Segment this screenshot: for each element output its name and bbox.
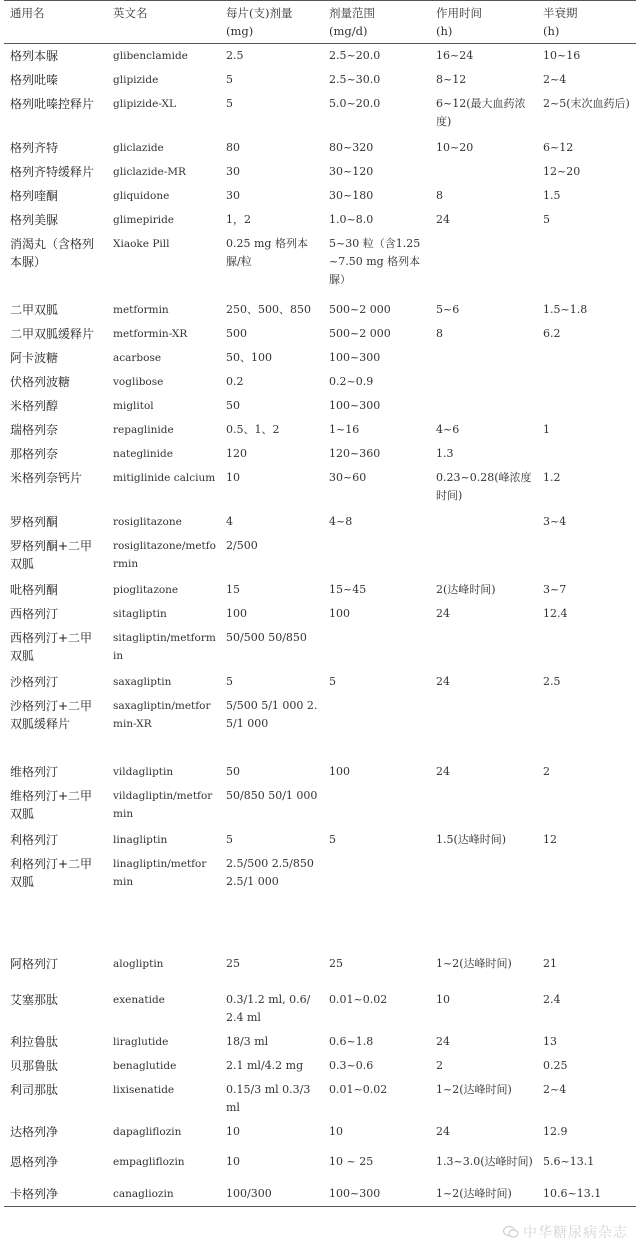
table-header-row [4, 1, 636, 44]
english-name-cell: liraglutide [113, 1036, 169, 1048]
generic-name-cell: 格列吡嗪控释片 [10, 97, 95, 111]
dose-range-cell: 5~30 粒（含1.25~7.50 mg 格列本脲） [329, 237, 421, 286]
action-time-cell [430, 346, 537, 370]
action-time-cell: 24 [436, 1125, 450, 1138]
half-life-cell: 13 [543, 1035, 557, 1048]
english-name-cell: empagliflozin [113, 1156, 185, 1168]
generic-name-cell: 利格列汀 [10, 833, 59, 847]
table-row [4, 784, 636, 828]
half-life-cell: 2.4 [543, 993, 561, 1006]
english-name-cell: acarbose [113, 352, 162, 364]
generic-name-cell: 格列吡嗪 [10, 73, 59, 87]
english-name-cell: vildagliptin/metformin [113, 790, 213, 820]
action-time-cell: 24 [436, 1035, 450, 1048]
half-life-cell [537, 626, 636, 670]
half-life-cell [537, 394, 636, 418]
header-dose: 每片(支)剂量 (mg) [220, 1, 323, 44]
action-time-cell: 1~2(达峰时间) [436, 1187, 512, 1200]
table-row [4, 394, 636, 418]
dose-cell: 2.5 [226, 49, 244, 62]
dose-range-cell: 0.01~0.02 [329, 1083, 388, 1096]
generic-name-cell: 二甲双胍 [10, 303, 59, 317]
dose-cell: 80 [226, 141, 240, 154]
wechat-icon [503, 1225, 519, 1239]
generic-name-cell: 利司那肽 [10, 1083, 59, 1097]
dose-range-cell: 5 [329, 833, 336, 846]
half-life-cell: 1.5 [543, 189, 561, 202]
dose-cell: 50、100 [226, 351, 272, 364]
half-life-cell: 10.6~13.1 [543, 1187, 602, 1200]
dose-cell: 50/850 50/1 000 [226, 789, 318, 802]
generic-name-cell: 米格列醇 [10, 399, 59, 413]
generic-name-cell: 二甲双胍缓释片 [10, 327, 95, 341]
english-name-cell: linagliptin/metformin [113, 858, 207, 888]
generic-name-cell: 利拉鲁肽 [10, 1035, 59, 1049]
table-row [4, 694, 636, 760]
table-row [4, 1150, 636, 1182]
english-name-cell: alogliptin [113, 958, 164, 970]
action-time-cell [430, 232, 537, 298]
dose-range-cell: 100~300 [329, 399, 381, 412]
english-name-cell: exenatide [113, 994, 165, 1006]
dose-range-cell: 1.0~8.0 [329, 213, 374, 226]
generic-name-cell: 瑞格列奈 [10, 423, 59, 437]
dose-range-cell: 0.3~0.6 [329, 1059, 374, 1072]
table-row [4, 442, 636, 466]
english-name-cell: metformin-XR [113, 328, 188, 340]
dose-range-cell: 30~180 [329, 189, 374, 202]
action-time-cell: 24 [436, 607, 450, 620]
table-row [4, 1030, 636, 1054]
dose-cell: 5 [226, 73, 233, 86]
english-name-cell: metformin [113, 304, 169, 316]
half-life-cell: 10~16 [543, 49, 581, 62]
english-name-cell: saxagliptin/metformin-XR [113, 700, 211, 730]
table-row [4, 510, 636, 534]
table-row [4, 160, 636, 184]
dose-cell: 0.15/3 ml 0.3/3 ml [226, 1083, 311, 1114]
dose-range-cell [323, 694, 430, 760]
action-time-cell: 1.5(达峰时间) [436, 833, 507, 846]
action-time-cell: 8 [436, 189, 443, 202]
action-time-cell: 1.3 [436, 447, 454, 460]
english-name-cell: saxagliptin [113, 676, 172, 688]
half-life-cell: 21 [543, 957, 557, 970]
generic-name-cell: 那格列奈 [10, 447, 59, 461]
table-row [4, 534, 636, 578]
action-time-cell: 16~24 [436, 49, 474, 62]
dose-cell: 5 [226, 833, 233, 846]
drug-table-body [4, 44, 636, 1231]
dose-cell: 120 [226, 447, 247, 460]
action-time-cell: 1~2(达峰时间) [436, 957, 512, 970]
dose-cell: 100 [226, 607, 247, 620]
dose-cell: 10 [226, 471, 240, 484]
dose-range-cell: 80~320 [329, 141, 374, 154]
half-life-cell [537, 784, 636, 828]
dose-range-cell: 0.2~0.9 [329, 375, 374, 388]
half-life-cell: 12 [543, 833, 557, 846]
dose-range-cell: 4~8 [329, 515, 353, 528]
dose-cell: 2/500 [226, 539, 258, 552]
english-name-cell: voglibose [113, 376, 164, 388]
dose-cell: 100/300 [226, 1187, 272, 1200]
generic-name-cell: 格列本脲 [10, 49, 59, 63]
table-row [4, 626, 636, 670]
table-row [4, 298, 636, 322]
english-name-cell: glipizide-XL [113, 98, 176, 110]
generic-name-cell: 格列齐特缓释片 [10, 165, 95, 179]
table-row [4, 670, 636, 694]
action-time-cell: 24 [436, 213, 450, 226]
dose-cell: 10 [226, 1125, 240, 1138]
dose-range-cell: 10 ~ 25 [329, 1155, 374, 1168]
header-half-life: 半衰期 (h) [537, 1, 636, 44]
dose-cell: 0.5、1、2 [226, 423, 280, 436]
table-row [4, 44, 636, 69]
dose-cell: 1，2 [226, 213, 251, 226]
half-life-cell: 3~4 [543, 515, 567, 528]
table-row [4, 828, 636, 852]
half-life-cell: 12.9 [543, 1125, 568, 1138]
action-time-cell [430, 160, 537, 184]
dose-range-cell: 100~300 [329, 1187, 381, 1200]
dose-range-cell: 25 [329, 957, 343, 970]
action-time-cell: 1.3~3.0(达峰时间) [436, 1155, 533, 1168]
english-name-cell: miglitol [113, 400, 154, 412]
half-life-cell: 0.25 [543, 1059, 568, 1072]
action-time-cell [430, 852, 537, 952]
generic-name-cell: 阿卡波糖 [10, 351, 59, 365]
generic-name-cell: 贝那鲁肽 [10, 1059, 59, 1073]
dose-cell: 25 [226, 957, 240, 970]
dose-range-cell [323, 852, 430, 952]
table-row [4, 232, 636, 298]
half-life-cell: 6~12 [543, 141, 574, 154]
half-life-cell [537, 370, 636, 394]
action-time-cell: 2(达峰时间) [436, 583, 496, 596]
dose-range-cell [323, 534, 430, 578]
table-row [4, 1078, 636, 1120]
generic-name-cell: 恩格列净 [10, 1155, 59, 1169]
generic-name-cell: 维格列汀 [10, 765, 59, 779]
action-time-cell: 10~20 [436, 141, 474, 154]
half-life-cell: 6.2 [543, 327, 561, 340]
dose-cell: 30 [226, 165, 240, 178]
english-name-cell: repaglinide [113, 424, 174, 436]
dose-cell: 10 [226, 1155, 240, 1168]
half-life-cell: 12.4 [543, 607, 568, 620]
english-name-cell: gliclazide [113, 142, 164, 154]
dose-cell: 5/500 5/1 000 2.5/1 000 [226, 699, 318, 730]
table-row [4, 370, 636, 394]
generic-name-cell: 米格列奈钙片 [10, 471, 83, 485]
dose-range-cell: 500~2 000 [329, 327, 391, 340]
english-name-cell: canagliozin [113, 1188, 174, 1200]
half-life-cell [537, 694, 636, 760]
english-name-cell: gliclazide-MR [113, 166, 186, 178]
generic-name-cell: 维格列汀+二甲双胍 [10, 789, 93, 821]
english-name-cell: vildagliptin [113, 766, 174, 778]
table-row [4, 418, 636, 442]
dose-range-cell: 100 [329, 607, 350, 620]
half-life-cell: 1.2 [543, 471, 561, 484]
dose-cell: 250、500、850 [226, 303, 311, 316]
dose-cell: 0.2 [226, 375, 244, 388]
half-life-cell: 1.5~1.8 [543, 303, 588, 316]
table-row [4, 760, 636, 784]
generic-name-cell: 格列美脲 [10, 213, 59, 227]
action-time-cell: 8 [436, 327, 443, 340]
generic-name-cell: 沙格列汀+二甲双胍缓释片 [10, 699, 93, 731]
english-name-cell: linagliptin [113, 834, 168, 846]
action-time-cell [430, 394, 537, 418]
generic-name-cell: 利格列汀+二甲双胍 [10, 857, 93, 889]
half-life-cell: 1 [543, 423, 550, 436]
english-name-cell: lixisenatide [113, 1084, 175, 1096]
english-name-cell: mitiglinide calcium [113, 472, 216, 484]
table-row [4, 578, 636, 602]
half-life-cell: 3~7 [543, 583, 567, 596]
action-time-cell: 5~6 [436, 303, 460, 316]
generic-name-cell: 罗格列酮+二甲双胍 [10, 539, 93, 571]
dose-range-cell: 0.01~0.02 [329, 993, 388, 1006]
generic-name-cell: 达格列净 [10, 1125, 59, 1139]
dose-cell: 2.5/500 2.5/850 2.5/1 000 [226, 857, 314, 888]
dose-cell: 18/3 ml [226, 1035, 269, 1048]
action-time-cell: 6~12(最大血药浓度) [436, 97, 526, 128]
dose-range-cell: 0.6~1.8 [329, 1035, 374, 1048]
table-row [4, 466, 636, 510]
table-row [4, 1054, 636, 1078]
english-name-cell: Xiaoke Pill [113, 238, 170, 250]
english-name-cell: sitagliptin [113, 608, 167, 620]
table-row [4, 1120, 636, 1150]
action-time-cell: 24 [436, 675, 450, 688]
generic-name-cell: 沙格列汀 [10, 675, 59, 689]
table-row [4, 988, 636, 1030]
action-time-cell [430, 784, 537, 828]
half-life-cell: 2.5 [543, 675, 561, 688]
half-life-cell [537, 346, 636, 370]
generic-name-cell: 伏格列波糖 [10, 375, 71, 389]
generic-name-cell: 卡格列净 [10, 1187, 59, 1201]
action-time-cell: 0.23~0.28(峰浓度时间) [436, 471, 532, 502]
table-row [4, 346, 636, 370]
watermark-text: 中华糖尿病杂志 [523, 1225, 628, 1241]
dose-range-cell: 30~120 [329, 165, 374, 178]
dose-range-cell: 10 [329, 1125, 343, 1138]
half-life-cell [537, 442, 636, 466]
generic-name-cell: 阿格列汀 [10, 957, 59, 971]
generic-name-cell: 格列喹酮 [10, 189, 59, 203]
drug-table [4, 0, 636, 1230]
action-time-cell [430, 626, 537, 670]
half-life-cell [537, 852, 636, 952]
half-life-cell: 2 [543, 765, 550, 778]
generic-name-cell: 西格列汀+二甲双胍 [10, 631, 93, 663]
english-name-cell: benaglutide [113, 1060, 177, 1072]
dose-cell: 4 [226, 515, 233, 528]
dose-range-cell: 120~360 [329, 447, 381, 460]
half-life-cell [537, 534, 636, 578]
half-life-cell: 12~20 [543, 165, 581, 178]
table-row [4, 852, 636, 952]
dose-cell: 50/500 50/850 [226, 631, 307, 644]
english-name-cell: gliquidone [113, 190, 170, 202]
half-life-cell: 2~4 [543, 1083, 567, 1096]
english-name-cell: nateglinide [113, 448, 173, 460]
dose-range-cell [323, 784, 430, 828]
action-time-cell [430, 694, 537, 760]
generic-name-cell: 格列齐特 [10, 141, 59, 155]
dose-cell: 0.25 mg 格列本脲/粒 [226, 237, 308, 268]
header-generic-name: 通用名 [4, 1, 107, 44]
dose-cell: 2.1 ml/4.2 mg [226, 1059, 304, 1072]
dose-cell: 50 [226, 765, 240, 778]
watermark [503, 1222, 628, 1242]
table-row [4, 136, 636, 160]
action-time-cell: 1~2(达峰时间) [436, 1083, 512, 1096]
english-name-cell: glibenclamide [113, 50, 188, 62]
dose-cell: 5 [226, 97, 233, 110]
dose-range-cell: 1~16 [329, 423, 360, 436]
dose-cell: 0.3/1.2 ml, 0.6/2.4 ml [226, 993, 311, 1024]
half-life-cell: 5.6~13.1 [543, 1155, 595, 1168]
table-row [4, 92, 636, 136]
dose-cell: 500 [226, 327, 247, 340]
english-name-cell: rosiglitazone [113, 516, 182, 528]
dose-range-cell: 15~45 [329, 583, 367, 596]
action-time-cell: 10 [436, 993, 450, 1006]
half-life-cell: 2~5(末次血药后) [543, 97, 630, 110]
dose-range-cell: 100 [329, 765, 350, 778]
english-name-cell: sitagliptin/metformin [113, 632, 216, 662]
table-row [4, 952, 636, 988]
dose-range-cell: 30~60 [329, 471, 367, 484]
action-time-cell: 4~6 [436, 423, 460, 436]
table-row [4, 68, 636, 92]
generic-name-cell: 吡格列酮 [10, 583, 59, 597]
english-name-cell: glimepiride [113, 214, 175, 226]
dose-cell: 15 [226, 583, 240, 596]
action-time-cell: 24 [436, 765, 450, 778]
header-english-name: 英文名 [107, 1, 220, 44]
half-life-cell: 2~4 [543, 73, 567, 86]
dose-range-cell: 5 [329, 675, 336, 688]
dose-cell: 5 [226, 675, 233, 688]
english-name-cell: rosiglitazone/metformin [113, 540, 216, 570]
dose-range-cell: 2.5~20.0 [329, 49, 381, 62]
dose-range-cell: 500~2 000 [329, 303, 391, 316]
header-dose-range: 剂量范围 (mg/d) [323, 1, 430, 44]
table-row [4, 184, 636, 208]
english-name-cell: dapagliflozin [113, 1126, 182, 1138]
action-time-cell: 2 [436, 1059, 443, 1072]
dose-range-cell: 2.5~30.0 [329, 73, 381, 86]
generic-name-cell: 罗格列酮 [10, 515, 59, 529]
half-life-cell [537, 232, 636, 298]
action-time-cell [430, 370, 537, 394]
table-bottom-rule [4, 1206, 636, 1207]
generic-name-cell: 艾塞那肽 [10, 993, 59, 1007]
action-time-cell [430, 534, 537, 578]
english-name-cell: glipizide [113, 74, 159, 86]
dose-range-cell: 5.0~20.0 [329, 97, 381, 110]
table-row [4, 322, 636, 346]
table-row [4, 208, 636, 232]
dose-range-cell [323, 626, 430, 670]
generic-name-cell: 消渴丸（含格列本脲） [10, 237, 95, 269]
dose-range-cell: 100~300 [329, 351, 381, 364]
half-life-cell: 5 [543, 213, 550, 226]
dose-cell: 30 [226, 189, 240, 202]
action-time-cell: 8~12 [436, 73, 467, 86]
english-name-cell: pioglitazone [113, 584, 179, 596]
header-action-time: 作用时间 (h) [430, 1, 537, 44]
dose-cell: 50 [226, 399, 240, 412]
generic-name-cell: 西格列汀 [10, 607, 59, 621]
action-time-cell [430, 510, 537, 534]
table-row [4, 602, 636, 626]
